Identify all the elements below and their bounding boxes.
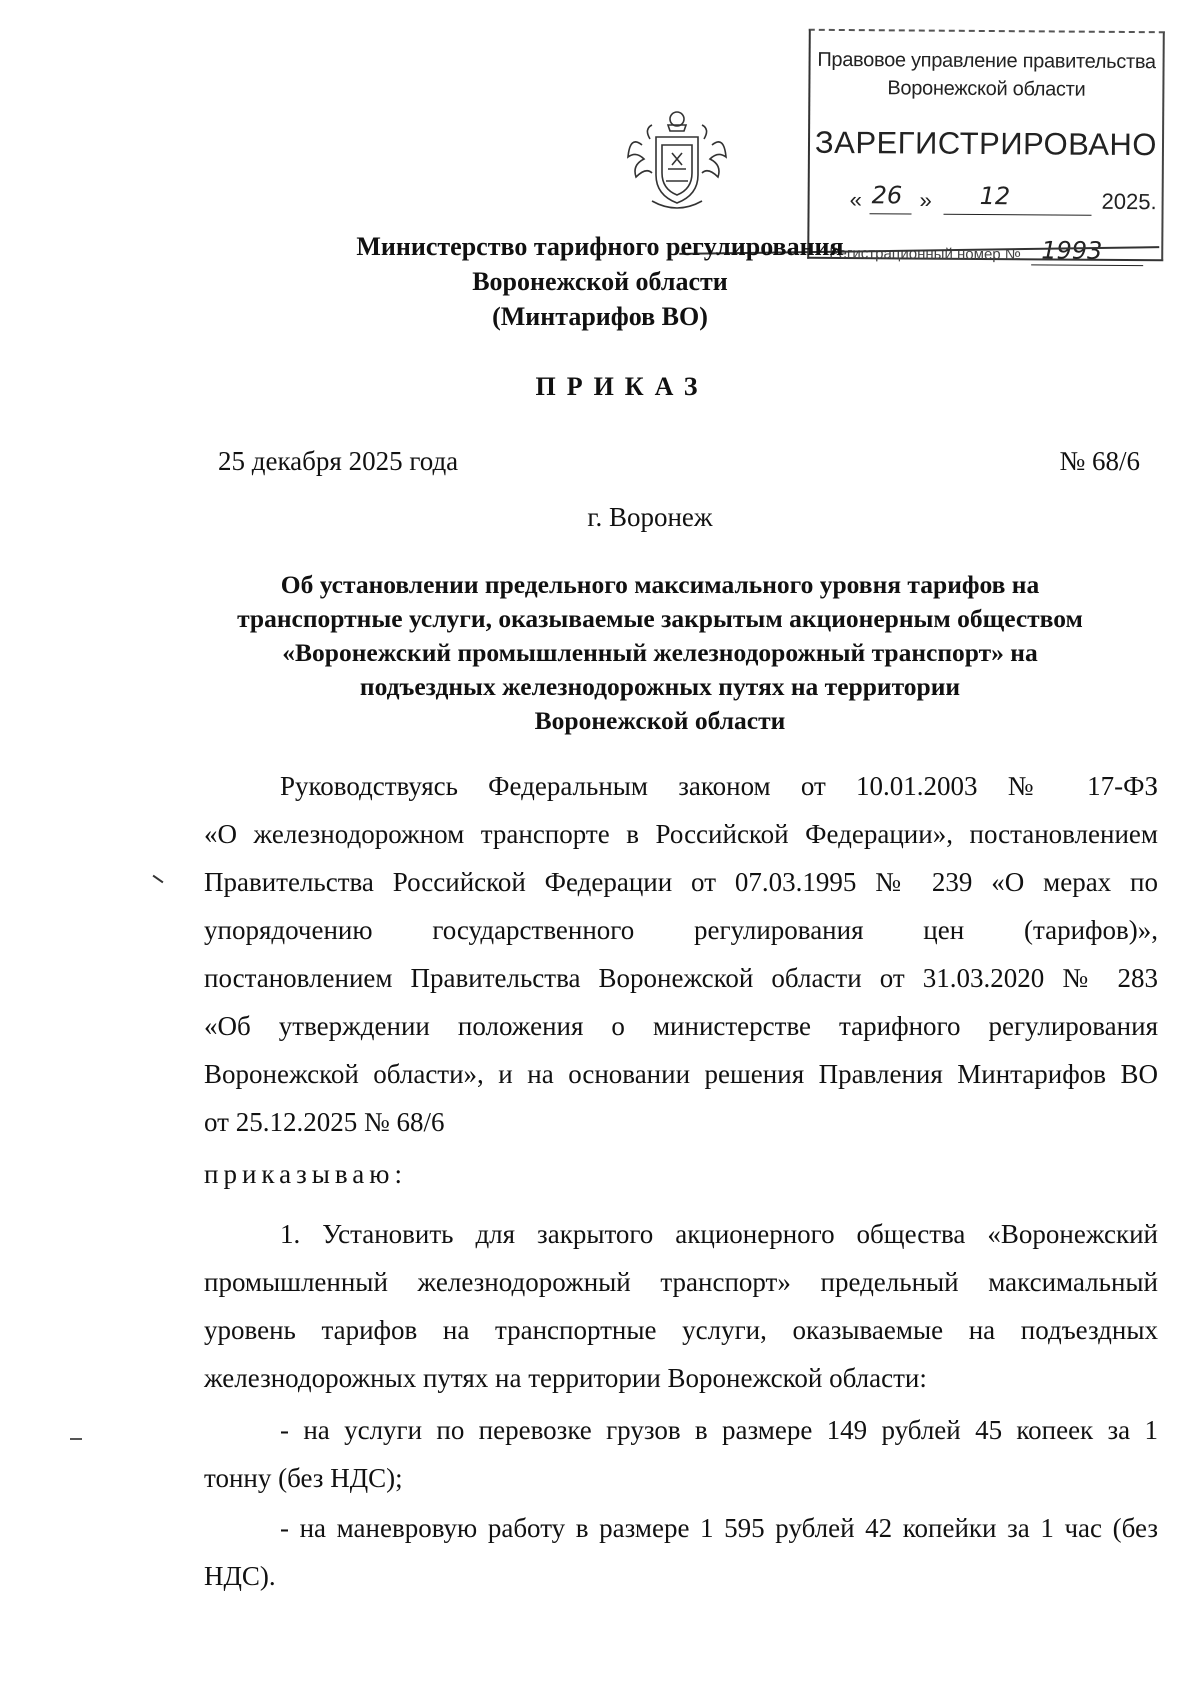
stamp-registered-label: ЗАРЕГИСТРИРОВАНО xyxy=(814,124,1158,163)
org-name-line1: Министерство тарифного регулирования xyxy=(356,232,844,261)
item-1-line: промышленный железнодорожный транспорт» предельный максимальный xyxy=(204,1267,1158,1297)
preamble-line: Правительства Российской Федерации от 07.03.1995 № 239 «О мерах по xyxy=(204,867,1158,897)
preamble-line: Воронежской области», и на основании решения Правления Минтарифов ВО xyxy=(204,1059,1158,1089)
title-line: «Воронежский промышленный железнодорожный транспорт» на xyxy=(282,638,1038,667)
document-number: № 68/6 xyxy=(1059,446,1140,476)
stamp-year: 2025. xyxy=(1101,188,1157,215)
margin-mark xyxy=(70,1438,82,1440)
preamble-paragraph xyxy=(204,762,1158,1146)
stamp-authority-line2: Воронежской области xyxy=(887,77,1086,101)
stamp-authority-line1: Правовое управление правительства xyxy=(817,48,1156,74)
title-line: Об установлении предельного максимального уровня тарифов на xyxy=(280,570,1040,599)
coat-of-arms-emblem xyxy=(622,105,732,215)
order-word: приказываю: xyxy=(204,1159,407,1189)
stamp-month: 12 xyxy=(979,181,1011,211)
document-date: 25 декабря 2025 года xyxy=(218,446,459,476)
stamp-day: 26 xyxy=(871,181,903,210)
preamble-line: Руководствуясь Федеральным законом от 10.01.2003 № 17-ФЗ xyxy=(280,771,1158,801)
item-1-paragraph xyxy=(204,1210,1158,1402)
registration-stamp xyxy=(807,29,1165,265)
title-line: Воронежской области xyxy=(534,706,786,735)
stamp-reg-number-value: 1993 xyxy=(1041,236,1103,265)
preamble-line: «О железнодорожном транспорте в Российской Федерации», постановлением xyxy=(204,819,1158,849)
preamble-line: «Об утверждении положения о министерстве тарифного регулирования xyxy=(204,1011,1158,1041)
stamp-date: « 26 » 12 2025. xyxy=(849,181,1157,215)
bullet-cargo-line: тонну (без НДС); xyxy=(204,1463,403,1493)
margin-mark xyxy=(153,875,164,884)
preamble-line: от 25.12.2025 № 68/6 xyxy=(204,1107,445,1137)
bullet-shunting-line: НДС). xyxy=(204,1561,276,1591)
item-1-line: железнодорожных путях на территории Воронежской области: xyxy=(204,1363,927,1393)
title-line: транспортные услуги, оказываемые закрытым акционерным обществом xyxy=(237,604,1083,633)
document-type: ПРИКАЗ xyxy=(535,372,709,401)
org-abbreviation: (Минтарифов ВО) xyxy=(492,302,708,331)
preamble-line: упорядочению государственного регулирования цен (тарифов)», xyxy=(204,915,1158,945)
bullet-cargo-line: - на услуги по перевозке грузов в размере 149 рублей 45 копеек за 1 xyxy=(280,1415,1158,1445)
item-1-line: 1. Установить для закрытого акционерного общества «Воронежский xyxy=(280,1219,1158,1249)
document-city: г. Воронеж xyxy=(587,502,713,532)
item-1-line: уровень тарифов на транспортные услуги, оказываемые на подъездных xyxy=(204,1315,1158,1345)
bullet-shunting xyxy=(204,1504,1158,1600)
bullet-cargo xyxy=(204,1406,1158,1502)
bullet-shunting-line: - на маневровую работу в размере 1 595 рублей 42 копейки за 1 час (без xyxy=(280,1513,1158,1543)
title-line: подъездных железнодорожных путях на территории xyxy=(359,672,961,701)
org-name-line2: Воронежской области xyxy=(472,267,728,296)
stamp-reg-number-label: Регистрационный номер № xyxy=(829,244,1021,264)
preamble-line: постановлением Правительства Воронежской области от 31.03.2020 № 283 xyxy=(204,963,1158,993)
